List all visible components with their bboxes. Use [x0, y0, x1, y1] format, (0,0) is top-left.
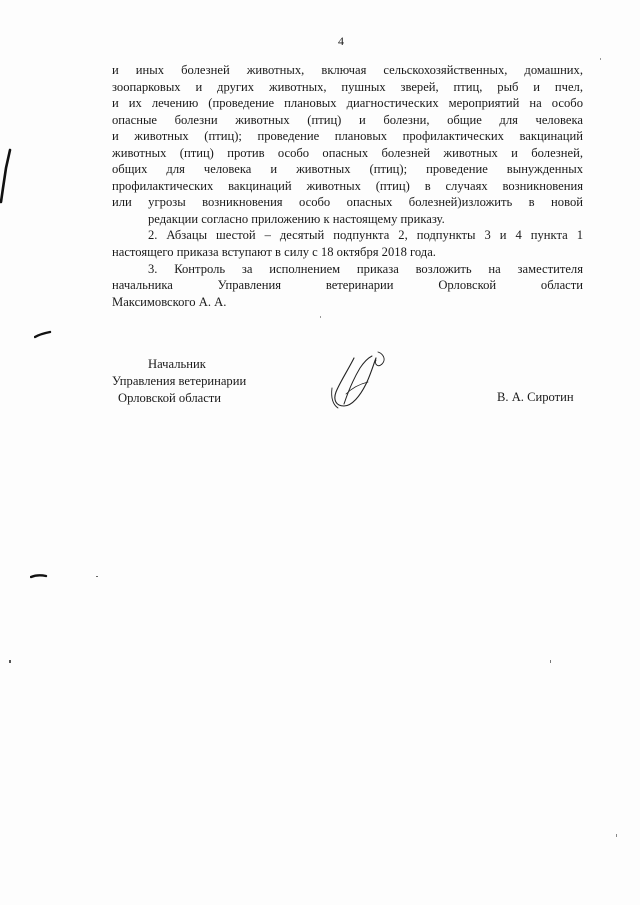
text-line: редакции согласно приложению к настоящему приказу. — [148, 211, 445, 226]
signatory-name: В. А. Сиротин — [497, 390, 574, 404]
text-line: 2. Абзацы шестой – десятый подпункта 2, подпункты 3 и 4 пункта 1 — [148, 228, 583, 243]
scan-dot — [96, 576, 98, 577]
text-line: и их лечению (проведение плановых диагностических мероприятий на особо — [112, 96, 583, 111]
page-number: 4 — [338, 34, 344, 48]
paragraph-3 — [112, 261, 583, 311]
signatory-title-line: Управления ветеринарии — [112, 374, 247, 388]
document-body — [112, 62, 583, 310]
signatory-title-line: Орловской области — [118, 391, 222, 405]
text-line: опасные болезни животных (птиц) и болезни, общие для человека — [112, 112, 583, 127]
text-line: и животных (птиц); проведение плановых профилактических вакцинаций — [112, 129, 583, 144]
text-line: или угрозы возникновения особо опасных болезней)изложить в новой — [112, 195, 583, 210]
text-line: Максимовского А. А. — [112, 294, 227, 309]
scan-dot — [9, 660, 11, 663]
text-line: настоящего приказа вступают в силу с 18 октября 2018 года. — [112, 245, 436, 260]
handwritten-signature — [326, 348, 396, 414]
text-line: начальника Управления ветеринарии Орловской области — [112, 278, 583, 293]
paragraph-2 — [112, 227, 583, 260]
signatory-title — [112, 356, 246, 407]
scan-dot — [320, 316, 321, 318]
text-line: животных (птиц) против особо опасных болезней животных и болезней, — [112, 145, 583, 160]
text-line: зоопарковых и других животных, пушных зверей, птиц, рыб и пчел, — [112, 79, 583, 94]
text-line: общих для человека и животных (птиц); проведение вынужденных — [112, 162, 583, 177]
text-line: профилактических вакцинаций животных (птиц) в случаях возникновения — [112, 178, 583, 193]
scan-mark — [30, 572, 48, 582]
signatory-title-line: Начальник — [148, 357, 206, 371]
scan-mark — [0, 148, 14, 204]
text-line: и иных болезней животных, включая сельскохозяйственных, домашних, — [112, 63, 583, 77]
paragraph-1 — [112, 62, 583, 227]
scan-mark — [34, 330, 52, 340]
scan-dot — [550, 660, 551, 663]
scan-dot — [616, 834, 617, 837]
text-line: 3. Контроль за исполнением приказа возложить на заместителя — [148, 261, 583, 276]
scan-dot — [600, 58, 601, 60]
